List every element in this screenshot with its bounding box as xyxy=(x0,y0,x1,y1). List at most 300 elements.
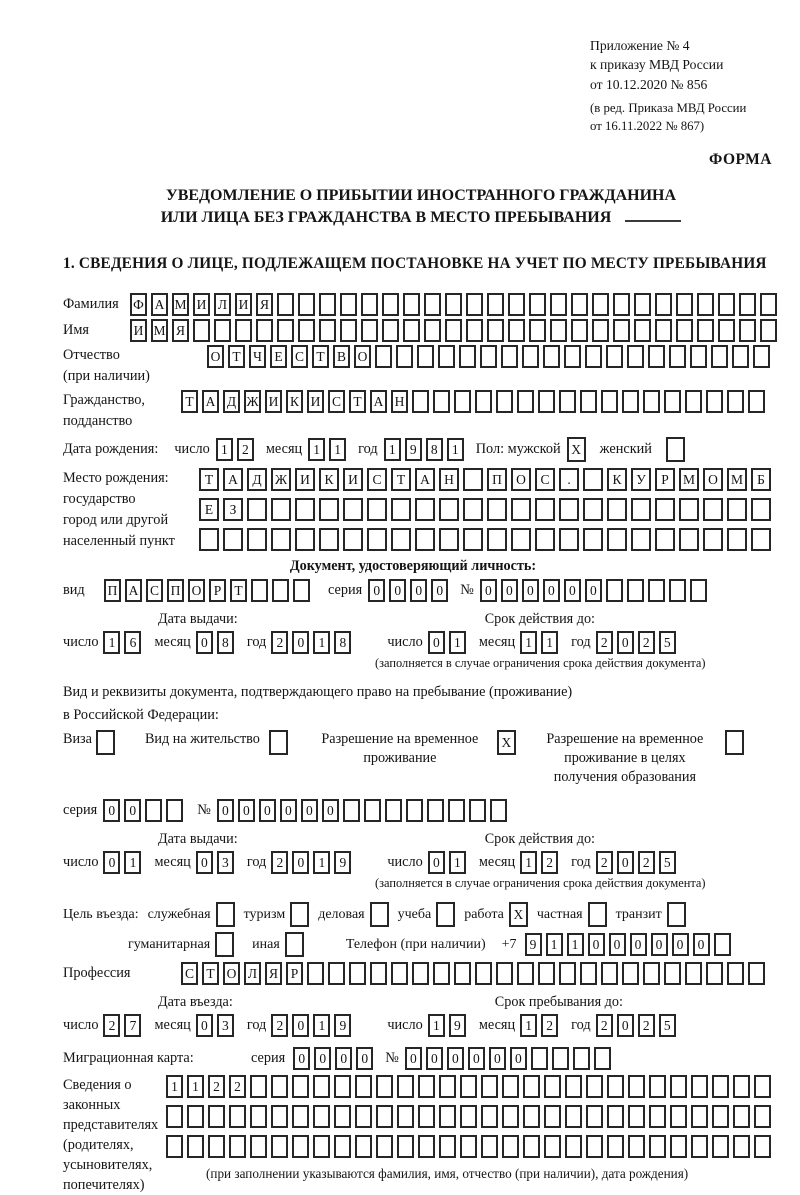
purpose-business-checkbox[interactable] xyxy=(370,902,389,927)
cell-box[interactable] xyxy=(436,902,455,927)
cell-box[interactable] xyxy=(313,1105,330,1128)
residence-permit-checkbox[interactable] xyxy=(269,730,288,755)
cell-box[interactable] xyxy=(292,1075,309,1098)
cell-box[interactable] xyxy=(271,498,291,521)
cell-box[interactable]: 9 xyxy=(449,1014,466,1037)
cell-box[interactable]: А xyxy=(370,390,387,413)
cell-box[interactable] xyxy=(418,1075,435,1098)
cell-box[interactable]: 1 xyxy=(384,438,401,461)
doc-valid-day-cells[interactable] xyxy=(428,631,470,654)
cell-box[interactable]: 1 xyxy=(520,631,537,654)
cell-box[interactable] xyxy=(634,293,651,316)
cell-box[interactable] xyxy=(355,1105,372,1128)
cell-box[interactable] xyxy=(628,1105,645,1128)
cell-box[interactable] xyxy=(760,293,777,316)
cell-box[interactable] xyxy=(594,1047,611,1070)
cell-box[interactable] xyxy=(418,1135,435,1158)
cell-box[interactable]: 0 xyxy=(543,579,560,602)
cell-box[interactable]: Т xyxy=(312,345,329,368)
cell-box[interactable]: 0 xyxy=(314,1047,331,1070)
cell-box[interactable] xyxy=(459,345,476,368)
cell-box[interactable] xyxy=(448,799,465,822)
cell-box[interactable] xyxy=(543,345,560,368)
cell-box[interactable] xyxy=(271,1105,288,1128)
cell-box[interactable] xyxy=(343,498,363,521)
cell-box[interactable]: 0 xyxy=(651,933,668,956)
cell-box[interactable]: 2 xyxy=(271,1014,288,1037)
cell-box[interactable]: 1 xyxy=(520,1014,537,1037)
birth-year-cells[interactable] xyxy=(384,438,468,461)
cell-box[interactable] xyxy=(732,345,749,368)
citizenship-cells[interactable] xyxy=(181,390,769,413)
cell-box[interactable] xyxy=(552,1047,569,1070)
cell-box[interactable] xyxy=(424,293,441,316)
cell-box[interactable] xyxy=(463,468,483,491)
cell-box[interactable] xyxy=(187,1105,204,1128)
cell-box[interactable] xyxy=(697,319,714,342)
cell-box[interactable]: 6 xyxy=(124,631,141,654)
cell-box[interactable] xyxy=(487,319,504,342)
cell-box[interactable] xyxy=(607,1075,624,1098)
cell-box[interactable]: Ж xyxy=(244,390,261,413)
cell-box[interactable] xyxy=(424,319,441,342)
cell-box[interactable] xyxy=(607,498,627,521)
cell-box[interactable] xyxy=(334,1075,351,1098)
cell-box[interactable] xyxy=(229,1105,246,1128)
cell-box[interactable] xyxy=(739,293,756,316)
cell-box[interactable] xyxy=(502,1075,519,1098)
cell-box[interactable] xyxy=(754,1135,771,1158)
purpose-official-checkbox[interactable] xyxy=(216,902,235,927)
doc-valid-month-cells[interactable] xyxy=(520,631,562,654)
cell-box[interactable] xyxy=(361,319,378,342)
cell-box[interactable]: И xyxy=(265,390,282,413)
cell-box[interactable]: 1 xyxy=(546,933,563,956)
cell-box[interactable] xyxy=(739,319,756,342)
cell-box[interactable]: М xyxy=(727,468,747,491)
cell-box[interactable] xyxy=(463,528,483,551)
cell-box[interactable]: И xyxy=(343,468,363,491)
cell-box[interactable] xyxy=(559,962,576,985)
cell-box[interactable] xyxy=(364,799,381,822)
cell-box[interactable] xyxy=(607,528,627,551)
cell-box[interactable] xyxy=(667,902,686,927)
cell-box[interactable] xyxy=(460,1135,477,1158)
cell-box[interactable]: 0 xyxy=(428,851,445,874)
cell-box[interactable] xyxy=(145,799,162,822)
cell-box[interactable] xyxy=(199,528,219,551)
purpose-tourism-checkbox[interactable] xyxy=(290,902,309,927)
cell-box[interactable] xyxy=(544,1105,561,1128)
cell-box[interactable]: 5 xyxy=(659,1014,676,1037)
cell-box[interactable] xyxy=(96,730,115,755)
cell-box[interactable]: О xyxy=(511,468,531,491)
purpose-work-checkbox[interactable] xyxy=(509,902,528,927)
cell-box[interactable] xyxy=(733,1135,750,1158)
profession-cells[interactable] xyxy=(181,962,769,985)
cell-box[interactable]: 0 xyxy=(468,1047,485,1070)
cell-box[interactable]: 0 xyxy=(368,579,385,602)
cell-box[interactable] xyxy=(622,390,639,413)
cell-box[interactable] xyxy=(711,345,728,368)
cell-box[interactable] xyxy=(565,1075,582,1098)
cell-box[interactable] xyxy=(216,902,235,927)
cell-box[interactable] xyxy=(298,293,315,316)
cell-box[interactable] xyxy=(748,962,765,985)
cell-box[interactable] xyxy=(247,498,267,521)
cell-box[interactable]: К xyxy=(319,468,339,491)
cell-box[interactable]: М xyxy=(172,293,189,316)
cell-box[interactable]: С xyxy=(328,390,345,413)
cell-box[interactable]: 2 xyxy=(596,851,613,874)
cell-box[interactable]: А xyxy=(223,468,243,491)
cell-box[interactable] xyxy=(544,1075,561,1098)
cell-box[interactable]: В xyxy=(333,345,350,368)
cell-box[interactable]: А xyxy=(151,293,168,316)
cell-box[interactable] xyxy=(538,390,555,413)
cell-box[interactable]: 1 xyxy=(449,851,466,874)
cell-box[interactable] xyxy=(676,319,693,342)
cell-box[interactable]: 1 xyxy=(313,631,330,654)
cell-box[interactable] xyxy=(295,528,315,551)
cell-box[interactable] xyxy=(559,528,579,551)
cell-box[interactable]: О xyxy=(207,345,224,368)
cell-box[interactable]: Ф xyxy=(130,293,147,316)
cell-box[interactable] xyxy=(292,1135,309,1158)
cell-box[interactable] xyxy=(669,579,686,602)
cell-box[interactable] xyxy=(606,345,623,368)
stay-year-cells[interactable] xyxy=(596,1014,680,1037)
cell-box[interactable] xyxy=(439,1075,456,1098)
cell-box[interactable]: 7 xyxy=(124,1014,141,1037)
cell-box[interactable] xyxy=(588,902,607,927)
cell-box[interactable] xyxy=(627,345,644,368)
cell-box[interactable] xyxy=(613,319,630,342)
cell-box[interactable] xyxy=(601,390,618,413)
cell-box[interactable] xyxy=(454,390,471,413)
cell-box[interactable]: У xyxy=(631,468,651,491)
cell-box[interactable] xyxy=(361,293,378,316)
cell-box[interactable] xyxy=(166,1105,183,1128)
cell-box[interactable] xyxy=(751,498,771,521)
cell-box[interactable] xyxy=(627,579,644,602)
cell-box[interactable] xyxy=(223,528,243,551)
cell-box[interactable]: Р xyxy=(209,579,226,602)
legal-representatives-row2-cells[interactable] xyxy=(166,1105,775,1128)
cell-box[interactable]: М xyxy=(679,468,699,491)
cell-box[interactable]: 0 xyxy=(410,579,427,602)
cell-box[interactable] xyxy=(585,345,602,368)
cell-box[interactable] xyxy=(517,962,534,985)
cell-box[interactable]: Т xyxy=(181,390,198,413)
cell-box[interactable] xyxy=(669,345,686,368)
cell-box[interactable] xyxy=(714,933,731,956)
cell-box[interactable]: К xyxy=(607,468,627,491)
cell-box[interactable] xyxy=(319,528,339,551)
cell-box[interactable] xyxy=(391,528,411,551)
cell-box[interactable] xyxy=(487,293,504,316)
cell-box[interactable] xyxy=(573,1047,590,1070)
cell-box[interactable]: 2 xyxy=(237,438,254,461)
cell-box[interactable] xyxy=(753,345,770,368)
cell-box[interactable]: 0 xyxy=(693,933,710,956)
cell-box[interactable] xyxy=(685,962,702,985)
cell-box[interactable] xyxy=(691,1135,708,1158)
cell-box[interactable] xyxy=(606,579,623,602)
cell-box[interactable] xyxy=(376,1135,393,1158)
cell-box[interactable] xyxy=(586,1075,603,1098)
cell-box[interactable]: О xyxy=(188,579,205,602)
cell-box[interactable]: 0 xyxy=(522,579,539,602)
cell-box[interactable]: 9 xyxy=(525,933,542,956)
cell-box[interactable] xyxy=(508,319,525,342)
cell-box[interactable]: 1 xyxy=(541,631,558,654)
cell-box[interactable] xyxy=(703,528,723,551)
cell-box[interactable]: 0 xyxy=(196,851,213,874)
cell-box[interactable]: 1 xyxy=(520,851,537,874)
cell-box[interactable]: 0 xyxy=(196,631,213,654)
stay-month-cells[interactable] xyxy=(520,1014,562,1037)
cell-box[interactable] xyxy=(454,962,471,985)
cell-box[interactable] xyxy=(460,1075,477,1098)
cell-box[interactable] xyxy=(529,319,546,342)
cell-box[interactable] xyxy=(628,1135,645,1158)
cell-box[interactable] xyxy=(433,390,450,413)
cell-box[interactable] xyxy=(712,1105,729,1128)
cell-box[interactable]: 0 xyxy=(480,579,497,602)
cell-box[interactable]: 0 xyxy=(293,1047,310,1070)
cell-box[interactable] xyxy=(355,1135,372,1158)
cell-box[interactable] xyxy=(691,1075,708,1098)
cell-box[interactable]: 0 xyxy=(103,851,120,874)
cell-box[interactable] xyxy=(679,498,699,521)
cell-box[interactable] xyxy=(706,962,723,985)
cell-box[interactable] xyxy=(628,1075,645,1098)
cell-box[interactable] xyxy=(727,498,747,521)
cell-box[interactable] xyxy=(580,962,597,985)
cell-box[interactable]: 1 xyxy=(313,851,330,874)
cell-box[interactable]: П xyxy=(167,579,184,602)
purpose-private-checkbox[interactable] xyxy=(588,902,607,927)
cell-box[interactable] xyxy=(277,319,294,342)
cell-box[interactable] xyxy=(706,390,723,413)
cell-box[interactable] xyxy=(583,528,603,551)
cell-box[interactable] xyxy=(727,528,747,551)
cell-box[interactable]: 2 xyxy=(596,1014,613,1037)
cell-box[interactable] xyxy=(712,1135,729,1158)
cell-box[interactable] xyxy=(523,1105,540,1128)
cell-box[interactable]: 2 xyxy=(596,631,613,654)
cell-box[interactable]: 0 xyxy=(301,799,318,822)
cell-box[interactable]: З xyxy=(223,498,243,521)
cell-box[interactable] xyxy=(475,962,492,985)
cell-box[interactable] xyxy=(727,962,744,985)
cell-box[interactable] xyxy=(517,390,534,413)
migration-series-cells[interactable] xyxy=(293,1047,377,1070)
purpose-study-checkbox[interactable] xyxy=(436,902,455,927)
cell-box[interactable]: М xyxy=(151,319,168,342)
residence-valid-day-cells[interactable] xyxy=(428,851,470,874)
cell-box[interactable] xyxy=(319,293,336,316)
cell-box[interactable]: 2 xyxy=(271,851,288,874)
purpose-humanitarian-checkbox[interactable] xyxy=(215,932,234,957)
cell-box[interactable]: 3 xyxy=(217,1014,234,1037)
cell-box[interactable] xyxy=(631,528,651,551)
sex-female-checkbox[interactable] xyxy=(666,437,685,462)
cell-box[interactable] xyxy=(208,1135,225,1158)
cell-box[interactable]: 9 xyxy=(334,1014,351,1037)
cell-box[interactable] xyxy=(583,468,603,491)
cell-box[interactable]: 0 xyxy=(389,579,406,602)
cell-box[interactable]: Т xyxy=(391,468,411,491)
cell-box[interactable] xyxy=(622,962,639,985)
cell-box[interactable] xyxy=(592,293,609,316)
cell-box[interactable] xyxy=(502,1135,519,1158)
cell-box[interactable] xyxy=(349,962,366,985)
birth-month-cells[interactable] xyxy=(308,438,350,461)
cell-box[interactable]: К xyxy=(286,390,303,413)
cell-box[interactable] xyxy=(391,498,411,521)
cell-box[interactable] xyxy=(269,730,288,755)
cell-box[interactable] xyxy=(559,498,579,521)
cell-box[interactable] xyxy=(631,498,651,521)
cell-box[interactable] xyxy=(496,962,513,985)
cell-box[interactable]: Р xyxy=(655,468,675,491)
cell-box[interactable] xyxy=(666,437,685,462)
cell-box[interactable] xyxy=(367,498,387,521)
cell-box[interactable] xyxy=(655,498,675,521)
cell-box[interactable]: Е xyxy=(199,498,219,521)
cell-box[interactable]: И xyxy=(307,390,324,413)
cell-box[interactable] xyxy=(343,799,360,822)
cell-box[interactable]: А xyxy=(202,390,219,413)
cell-box[interactable] xyxy=(319,319,336,342)
cell-box[interactable] xyxy=(250,1135,267,1158)
cell-box[interactable]: А xyxy=(125,579,142,602)
cell-box[interactable] xyxy=(439,1105,456,1128)
doc-issue-year-cells[interactable] xyxy=(271,631,355,654)
cell-box[interactable] xyxy=(481,1135,498,1158)
cell-box[interactable] xyxy=(271,1075,288,1098)
cell-box[interactable]: X xyxy=(567,437,586,462)
stay-day-cells[interactable] xyxy=(428,1014,470,1037)
cell-box[interactable] xyxy=(664,962,681,985)
cell-box[interactable] xyxy=(643,390,660,413)
cell-box[interactable]: И xyxy=(295,468,315,491)
cell-box[interactable]: 5 xyxy=(659,851,676,874)
cell-box[interactable] xyxy=(235,319,252,342)
cell-box[interactable]: 8 xyxy=(426,438,443,461)
cell-box[interactable] xyxy=(583,498,603,521)
cell-box[interactable] xyxy=(376,1105,393,1128)
cell-box[interactable]: И xyxy=(235,293,252,316)
patronymic-cells[interactable] xyxy=(207,345,774,368)
birth-place-row1-cells[interactable] xyxy=(199,468,775,491)
cell-box[interactable] xyxy=(292,1105,309,1128)
entry-day-cells[interactable] xyxy=(103,1014,145,1037)
cell-box[interactable] xyxy=(367,528,387,551)
cell-box[interactable] xyxy=(370,902,389,927)
cell-box[interactable] xyxy=(670,1135,687,1158)
cell-box[interactable] xyxy=(463,498,483,521)
cell-box[interactable] xyxy=(397,1135,414,1158)
cell-box[interactable] xyxy=(370,962,387,985)
cell-box[interactable]: 9 xyxy=(334,851,351,874)
entry-month-cells[interactable] xyxy=(196,1014,238,1037)
cell-box[interactable]: 9 xyxy=(405,438,422,461)
cell-box[interactable]: Д xyxy=(223,390,240,413)
cell-box[interactable]: 2 xyxy=(638,851,655,874)
cell-box[interactable] xyxy=(733,1105,750,1128)
purpose-transit-checkbox[interactable] xyxy=(667,902,686,927)
cell-box[interactable] xyxy=(382,293,399,316)
surname-cells[interactable] xyxy=(130,293,781,316)
cell-box[interactable] xyxy=(397,1105,414,1128)
cell-box[interactable] xyxy=(382,319,399,342)
cell-box[interactable]: 2 xyxy=(208,1075,225,1098)
legal-representatives-row1-cells[interactable] xyxy=(166,1075,775,1098)
cell-box[interactable]: Ж xyxy=(271,468,291,491)
cell-box[interactable] xyxy=(412,962,429,985)
cell-box[interactable]: 0 xyxy=(426,1047,443,1070)
cell-box[interactable]: 0 xyxy=(103,799,120,822)
cell-box[interactable] xyxy=(664,390,681,413)
cell-box[interactable] xyxy=(439,528,459,551)
cell-box[interactable] xyxy=(748,390,765,413)
cell-box[interactable] xyxy=(531,1047,548,1070)
cell-box[interactable] xyxy=(250,1105,267,1128)
purpose-other-checkbox[interactable] xyxy=(285,932,304,957)
doc-issue-day-cells[interactable] xyxy=(103,631,145,654)
cell-box[interactable] xyxy=(475,390,492,413)
cell-box[interactable]: 1 xyxy=(428,1014,445,1037)
cell-box[interactable]: 0 xyxy=(217,799,234,822)
residence-series-cells[interactable] xyxy=(103,799,187,822)
cell-box[interactable] xyxy=(250,1075,267,1098)
cell-box[interactable] xyxy=(685,390,702,413)
cell-box[interactable] xyxy=(511,498,531,521)
cell-box[interactable] xyxy=(460,1105,477,1128)
cell-box[interactable]: Н xyxy=(439,468,459,491)
cell-box[interactable] xyxy=(313,1135,330,1158)
cell-box[interactable] xyxy=(480,345,497,368)
cell-box[interactable]: О xyxy=(354,345,371,368)
cell-box[interactable] xyxy=(439,1135,456,1158)
cell-box[interactable] xyxy=(340,293,357,316)
cell-box[interactable]: С xyxy=(146,579,163,602)
cell-box[interactable] xyxy=(565,1105,582,1128)
cell-box[interactable] xyxy=(271,528,291,551)
cell-box[interactable] xyxy=(511,528,531,551)
cell-box[interactable]: 8 xyxy=(217,631,234,654)
cell-box[interactable] xyxy=(487,528,507,551)
cell-box[interactable] xyxy=(298,319,315,342)
migration-number-cells[interactable] xyxy=(405,1047,615,1070)
temp-residence-education-checkbox[interactable] xyxy=(725,730,744,755)
cell-box[interactable]: 0 xyxy=(292,1014,309,1037)
cell-box[interactable] xyxy=(397,1075,414,1098)
cell-box[interactable]: 0 xyxy=(617,851,634,874)
cell-box[interactable]: П xyxy=(487,468,507,491)
visa-checkbox[interactable] xyxy=(96,730,115,755)
cell-box[interactable]: 0 xyxy=(447,1047,464,1070)
cell-box[interactable]: 0 xyxy=(617,1014,634,1037)
cell-box[interactable] xyxy=(655,319,672,342)
cell-box[interactable] xyxy=(272,579,289,602)
cell-box[interactable] xyxy=(466,319,483,342)
cell-box[interactable] xyxy=(445,293,462,316)
cell-box[interactable]: Я xyxy=(265,962,282,985)
